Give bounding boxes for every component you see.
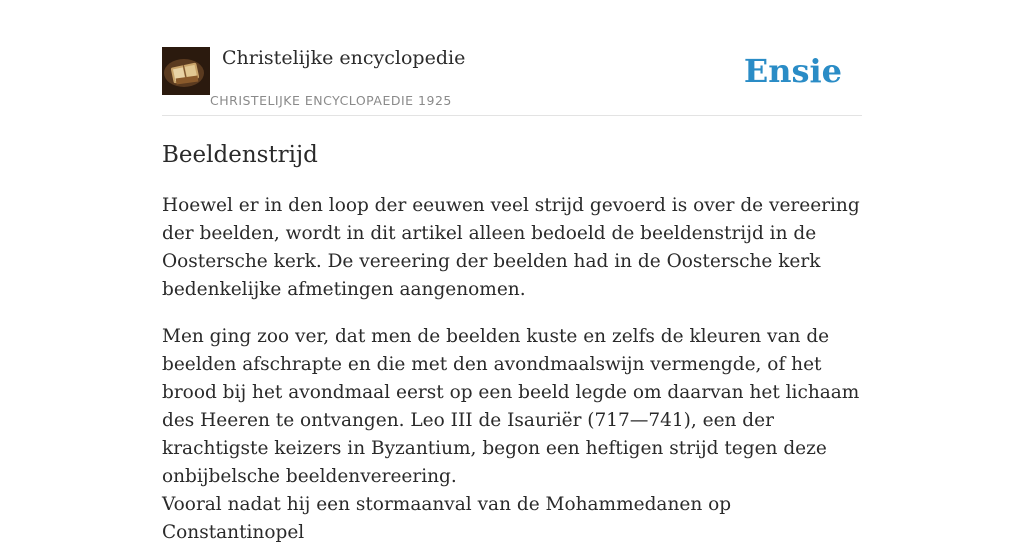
brand-logo[interactable]: Ensie bbox=[743, 52, 842, 90]
site-header bbox=[162, 46, 862, 116]
page-container bbox=[162, 0, 862, 543]
book-icon bbox=[162, 47, 210, 95]
site-logo-avatar[interactable] bbox=[162, 47, 210, 95]
article-paragraph-2: Men ging zoo ver, dat men de beelden kuste en zelfs de kleuren van de beelden afschrapte en die met den avondmaalswijn vermengde, of het brood bij het avondmaal eerst op een beeld legde om daarvan het lichaam des Heeren te ontvangen. Leo III de Isauriër (717—741), een der krachtigste keizers in Byzantium, begon een heftigen strijd tegen deze onbijbelsche beeldenvereering. bbox=[162, 326, 860, 487]
header-divider bbox=[162, 115, 862, 116]
article-paragraph-3: Vooral nadat hij een stormaanval van de Mohammedanen op Constantinopel bbox=[162, 494, 732, 543]
site-title[interactable]: Christelijke encyclopedie bbox=[222, 47, 466, 69]
article-title: Beeldenstrijd bbox=[162, 142, 318, 168]
site-subtitle: CHRISTELIJKE ENCYCLOPAEDIE 1925 bbox=[210, 93, 452, 108]
article-paragraph-1: Hoewel er in den loop der eeuwen veel strijd gevoerd is over de vereering der beelden, wordt in dit artikel alleen bedoeld de beeldenstrijd in de Oostersche kerk. De vereering der beelden had in de Oostersche kerk bedenkelijke afmetingen aangenomen. bbox=[162, 195, 860, 300]
